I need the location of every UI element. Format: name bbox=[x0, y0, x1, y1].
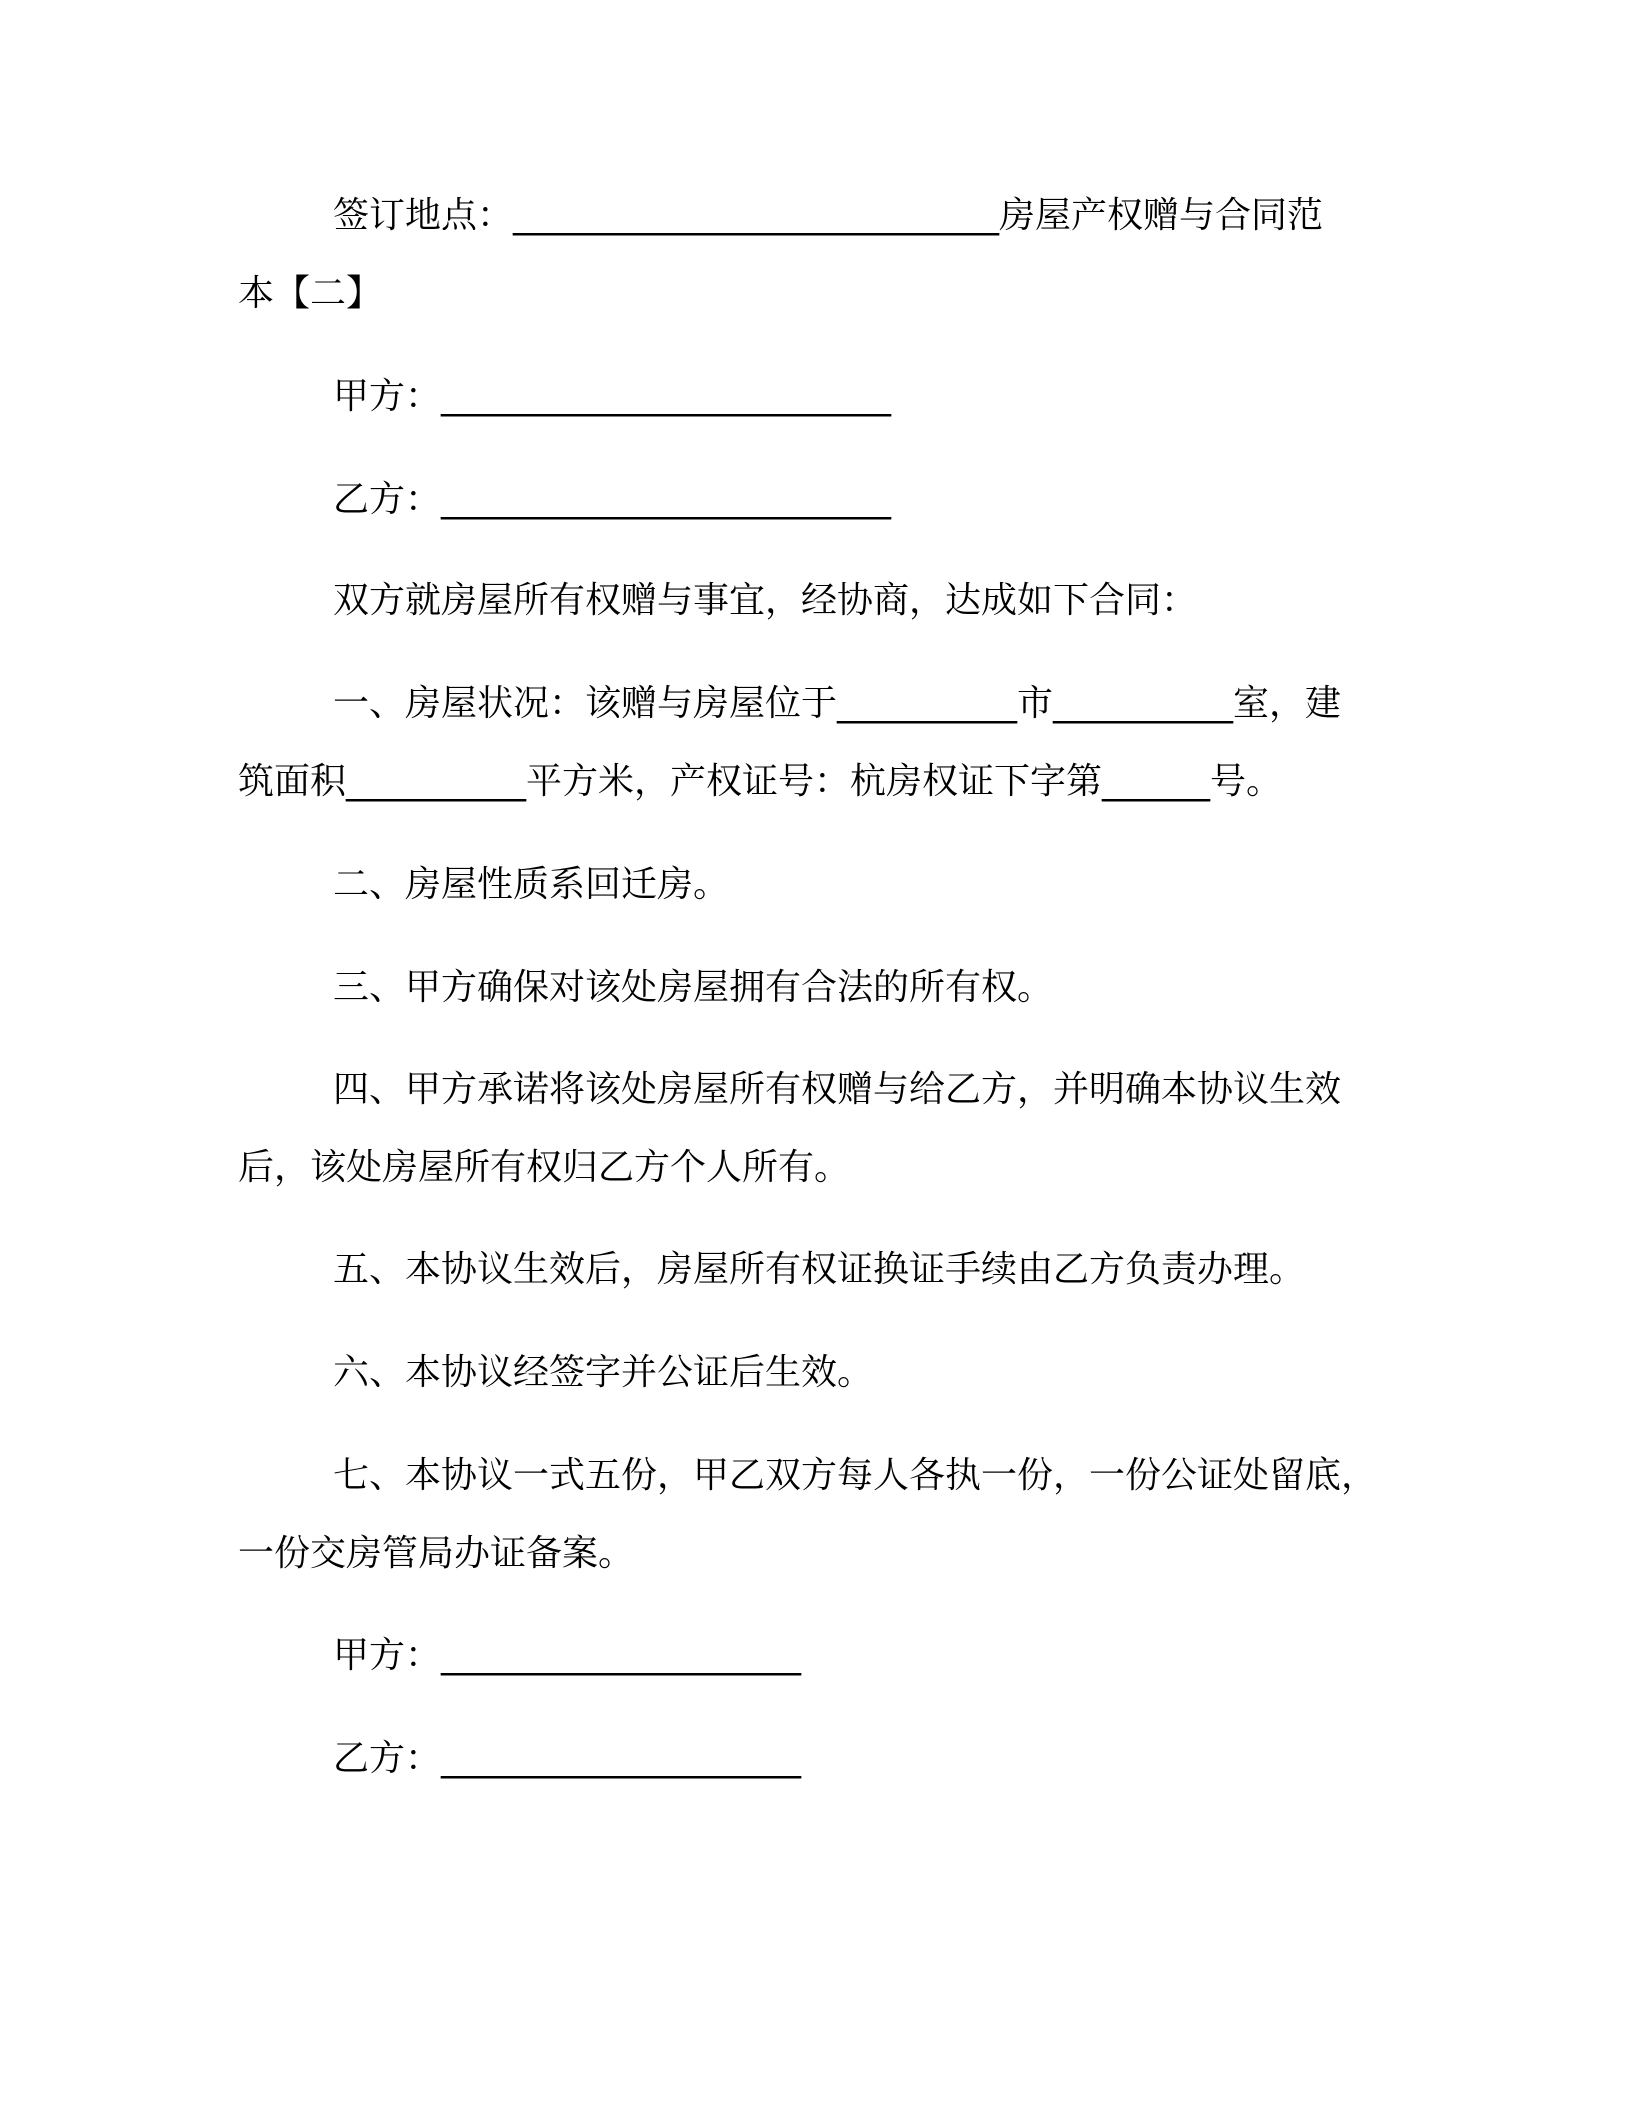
clause-1-line-1: 一、房屋状况：该赠与房屋位于__________市__________室，建 bbox=[333, 683, 1342, 724]
clause-4-line-1: 四、甲方承诺将该处房屋所有权赠与给乙方，并明确本协议生效 bbox=[333, 1069, 1342, 1110]
signing-place-continuation: 本【二】 bbox=[238, 273, 383, 314]
party-b-bottom: 乙方：____________________ bbox=[333, 1738, 802, 1779]
clause-6: 六、本协议经签字并公证后生效。 bbox=[333, 1352, 874, 1393]
party-b-top: 乙方：_________________________ bbox=[333, 479, 892, 520]
party-a-top: 甲方：_________________________ bbox=[333, 376, 892, 417]
clause-5: 五、本协议生效后，房屋所有权证换证手续由乙方负责办理。 bbox=[333, 1249, 1306, 1290]
clause-7-line-1: 七、本协议一式五份，甲乙双方每人各执一份，一份公证处留底， bbox=[333, 1455, 1378, 1496]
clause-1-line-2: 筑面积__________平方米，产权证号：杭房权证下字第______号。 bbox=[238, 761, 1283, 802]
clause-2: 二、房屋性质系回迁房。 bbox=[333, 864, 730, 905]
clause-4-line-2: 后，该处房屋所有权归乙方个人所有。 bbox=[238, 1147, 851, 1188]
clause-7-line-2: 一份交房管局办证备案。 bbox=[238, 1533, 635, 1574]
party-a-bottom: 甲方：____________________ bbox=[333, 1635, 802, 1676]
signing-place-line: 签订地点：___________________________房屋产权赠与合同范 bbox=[333, 195, 1324, 236]
clause-3: 三、甲方确保对该处房屋拥有合法的所有权。 bbox=[333, 967, 1054, 1008]
intro-paragraph: 双方就房屋所有权赠与事宜，经协商，达成如下合同： bbox=[333, 580, 1198, 621]
